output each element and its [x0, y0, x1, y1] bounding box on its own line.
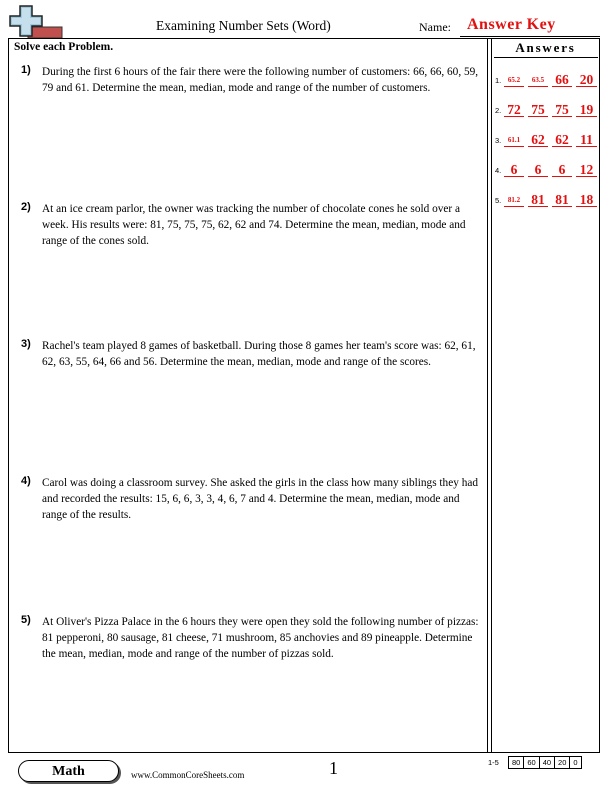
problem-text: During the first 6 hours of the fair there were the following number of customers: 66, 66, 60, 59, 79 and 61. Determine the mean, median, mode and range of the number of customers. — [42, 66, 479, 94]
column-divider — [487, 38, 488, 753]
subject-badge: Math — [18, 760, 119, 782]
answer-number: 4. — [495, 166, 502, 175]
problem-number: 4) — [21, 475, 31, 487]
page-number: 1 — [329, 758, 338, 778]
score-cell: 60 — [524, 757, 539, 769]
answer-number: 2. — [495, 106, 502, 115]
problem-text: Rachel's team played 8 games of basketball. During those 8 games her team's score was: 62, 61, 62, 63, 55, 64, 66 and 56. Determine the mean, median, mode and range of the scores. — [42, 340, 476, 368]
answer-range: 18 — [576, 193, 597, 208]
problem-number: 2) — [21, 201, 31, 213]
answer-number: 1. — [495, 76, 502, 85]
answer-mode: 62 — [552, 133, 572, 148]
score-cell: 20 — [555, 757, 570, 769]
problem-number: 5) — [21, 614, 31, 626]
answer-row-3 — [495, 127, 599, 147]
answer-range: 12 — [576, 163, 597, 178]
problem-number: 3) — [21, 338, 31, 350]
answer-mean: 6 — [504, 163, 524, 178]
answer-number: 3. — [495, 136, 502, 145]
score-cell: 80 — [509, 757, 524, 769]
instructions: Solve each Problem. — [14, 41, 114, 53]
answers-title-underline — [494, 57, 598, 58]
answer-range: 11 — [576, 133, 597, 148]
answer-median: 81 — [528, 193, 548, 208]
column-divider — [491, 38, 492, 753]
answer-key-label: Answer Key — [467, 16, 556, 33]
website-link[interactable]: www.CommonCoreSheets.com — [131, 770, 245, 780]
problem-text: Carol was doing a classroom survey. She asked the girls in the class how many siblings they had and recorded the results: 15, 6, 6, 3, 3, 4, 6, 7 and 4. Determine the mean, median, mode and range of the results. — [42, 477, 479, 521]
answer-mean: 61.1 — [504, 137, 524, 147]
worksheet-title: Examining Number Sets (Word) — [156, 18, 331, 33]
answer-row-5 — [495, 187, 599, 207]
answer-mode: 66 — [552, 73, 572, 88]
answer-median: 75 — [528, 103, 548, 118]
score-range-label: 1-5 — [488, 758, 499, 767]
answer-mean: 81.2 — [504, 197, 524, 207]
answer-number: 5. — [495, 196, 502, 205]
score-cell: 40 — [539, 757, 554, 769]
answer-mode: 75 — [552, 103, 572, 118]
score-table — [508, 756, 582, 769]
answer-median: 62 — [528, 133, 548, 148]
problem-number: 1) — [21, 64, 31, 76]
answer-mean: 65.2 — [504, 77, 524, 87]
problem-text: At Oliver's Pizza Palace in the 6 hours they were open they sold the following number of pizzas: 81 pepperoni, 80 sausage, 81 cheese, 71 mushroom, 85 anchovies and 89 pineapple. Determine the mean, median, mode and range of the number of pizzas sold. — [42, 616, 479, 660]
answer-median: 63.5 — [528, 77, 548, 87]
answer-mean: 72 — [504, 103, 524, 118]
score-cell: 0 — [570, 757, 581, 769]
answer-mode: 6 — [552, 163, 572, 178]
answers-title: Answers — [515, 40, 576, 55]
name-line — [460, 36, 600, 37]
answer-mode: 81 — [552, 193, 572, 208]
answer-median: 6 — [528, 163, 548, 178]
answer-range: 20 — [576, 73, 597, 88]
commoncoresheets-logo-icon — [8, 4, 66, 40]
answer-range: 19 — [576, 103, 597, 118]
answer-row-1 — [495, 67, 599, 87]
name-label: Name: — [419, 20, 451, 34]
answer-row-2 — [495, 97, 599, 117]
answer-row-4 — [495, 157, 599, 177]
problem-text: At an ice cream parlor, the owner was tracking the number of chocolate cones he sold over a week. His results were: 81, 75, 75, 75, 62, 62 and 74. Determine the mean, median, mode and range of the cones sold. — [42, 203, 466, 247]
